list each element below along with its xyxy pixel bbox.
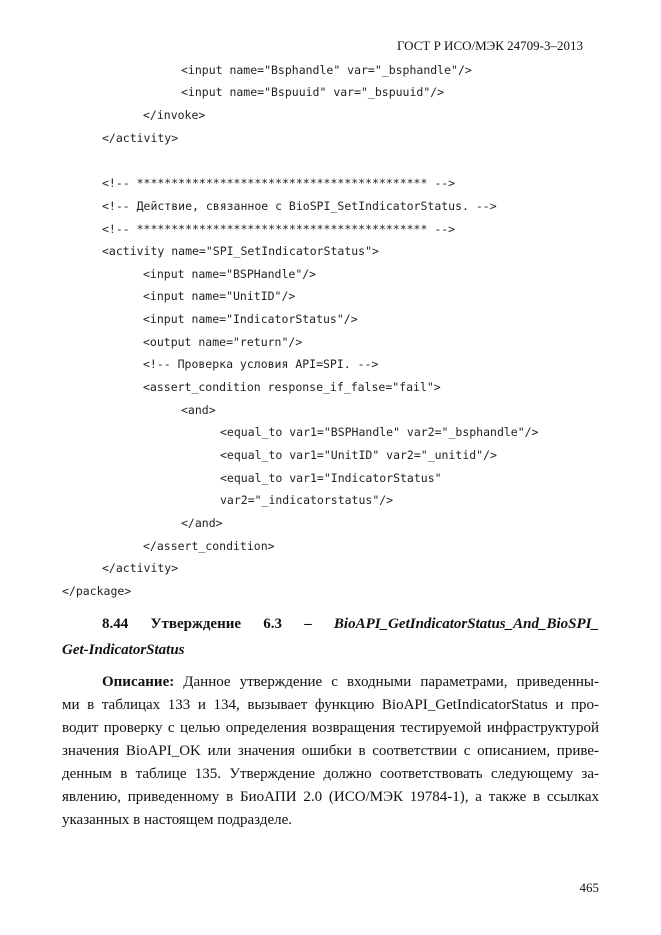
description-line: указанных в настоящем подразделе. <box>62 812 293 828</box>
description-line: значения BioAPI_OK или значения ошибки в соответствии с описанием, приве- <box>62 743 599 759</box>
code-line: <and> <box>181 403 216 417</box>
section-word: Утверждение <box>150 616 242 632</box>
code-line: <assert_condition response_if_false="fail"> <box>143 380 441 394</box>
code-line: <!-- ****************************************** --> <box>102 176 456 190</box>
page-number: 465 <box>579 880 599 895</box>
code-line: <activity name="SPI_SetIndicatorStatus"> <box>102 244 379 258</box>
code-line: <output name="return"/> <box>143 335 303 349</box>
code-line: </activity> <box>102 561 179 575</box>
code-line: <input name="IndicatorStatus"/> <box>143 312 358 326</box>
description-paragraph <box>62 671 599 832</box>
description-line: денным в таблице 135. Утверждение должно соответствовать следующему за- <box>62 766 599 782</box>
code-line: </activity> <box>102 131 179 145</box>
code-line: </assert_condition> <box>143 539 275 553</box>
section-number: 8.44 <box>102 616 129 632</box>
code-line: </package> <box>62 584 132 598</box>
code-line: <equal_to var1="BSPHandle" var2="_bsphandle"/> <box>220 425 539 439</box>
code-line: <input name="Bsphandle" var="_bsphandle"/> <box>181 63 472 77</box>
code-line: var2="_indicatorstatus"/> <box>220 493 394 507</box>
code-line: <input name="Bspuuid" var="_bspuuid"/> <box>181 85 445 99</box>
code-line: <!-- Действие, связанное с BioSPI_SetIndicatorStatus. --> <box>102 199 497 213</box>
code-line: <input name="UnitID"/> <box>143 289 296 303</box>
document-header: ГОСТ Р ИСО/МЭК 24709-3–2013 <box>396 38 583 53</box>
section-dash: – <box>304 616 312 632</box>
code-line: <equal_to var1="IndicatorStatus" <box>220 471 442 485</box>
code-line: <!-- Проверка условия API=SPI. --> <box>143 357 379 371</box>
description-line: явлению, приведенному в БиоАПИ 2.0 (ИСО/МЭК 19784-1), а также в ссылках <box>62 789 599 805</box>
code-line: </and> <box>181 516 223 530</box>
code-line: <!-- ****************************************** --> <box>102 222 456 236</box>
code-line: <input name="BSPHandle"/> <box>143 267 317 281</box>
description-label: Описание: <box>102 674 175 690</box>
description-line: водит проверку с целью определения возвращения тестируемой инфраструктурой <box>62 720 599 736</box>
section-ref: 6.3 <box>263 616 282 632</box>
code-line: <equal_to var1="UnitID" var2="_unitid"/> <box>220 448 497 462</box>
description-line: Данное утверждение с входными параметрами, приведенны- <box>174 674 599 690</box>
description-line: ми в таблицах 133 и 134, вызывает функцию BioAPI_GetIndicatorStatus и про- <box>62 697 599 713</box>
section-title-part2: Get-IndicatorStatus <box>62 642 185 658</box>
code-line: </invoke> <box>143 108 206 122</box>
section-title-part1: BioAPI_GetIndicatorStatus_And_BioSPI_ <box>333 616 599 632</box>
section-heading <box>62 611 599 663</box>
